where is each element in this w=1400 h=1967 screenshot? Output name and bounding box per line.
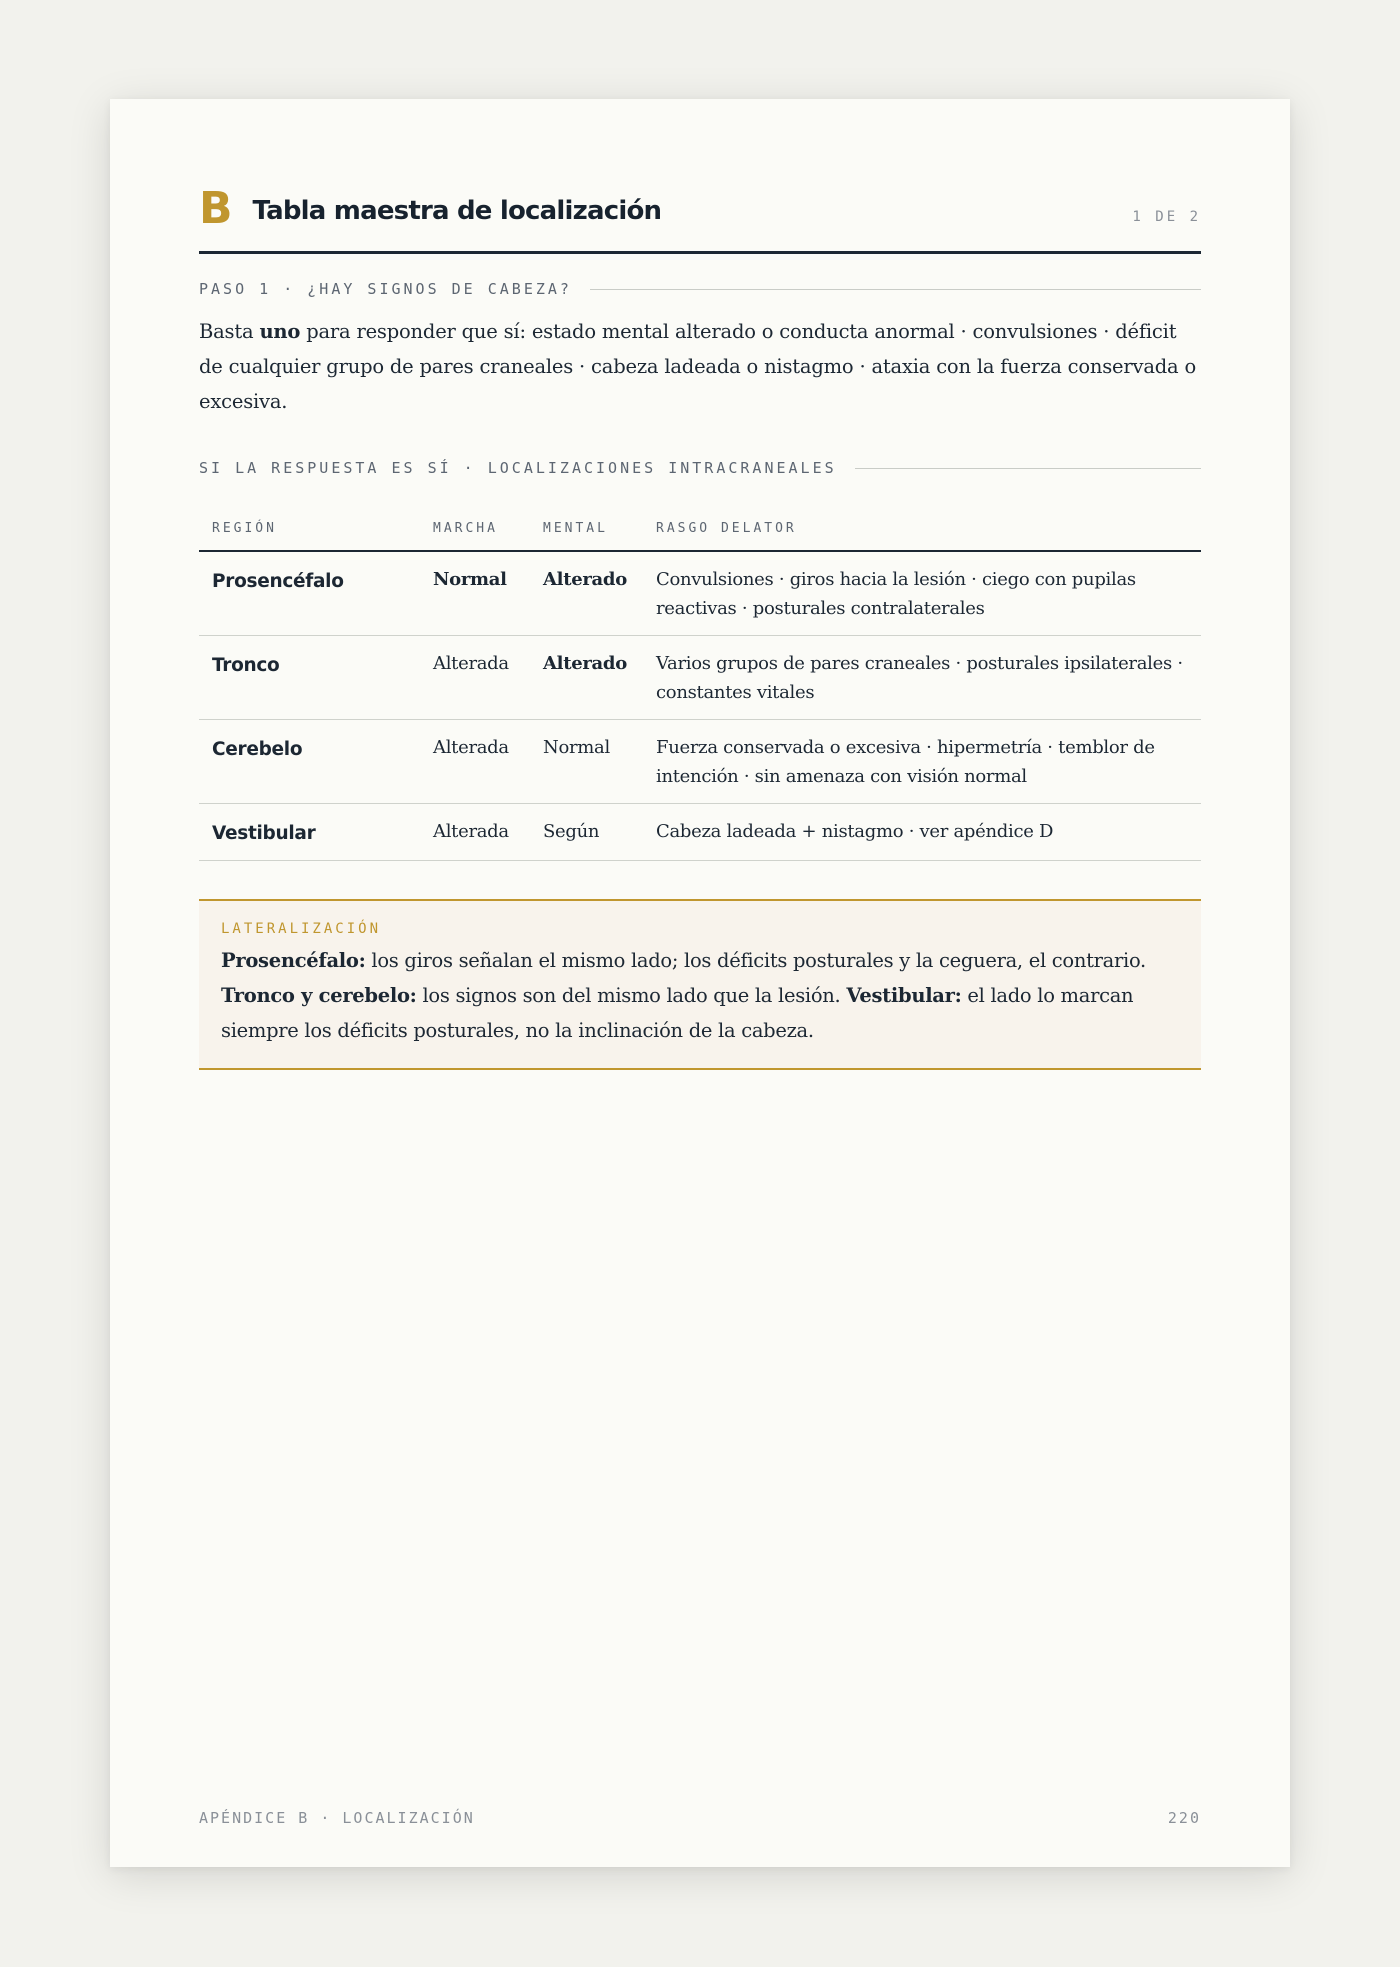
cell-mental: Alterado	[530, 636, 643, 720]
step1-text	[199, 314, 1201, 419]
appendix-letter: B	[199, 183, 233, 234]
col-header-mental: MENTAL	[530, 521, 643, 551]
callout-term-tronco: Tronco y cerebelo:	[221, 984, 417, 1007]
step1-label: PASO 1 · ¿HAY SIGNOS DE CABEZA?	[199, 280, 572, 298]
callout-text-3: el lado lo marcan siempre los déficits posturales, no la inclinación de la cabeza.	[221, 984, 1134, 1042]
page-header	[199, 185, 1201, 254]
callout-text	[221, 943, 1179, 1048]
step1-text-post: para responder que sí: estado mental alterado o conducta anormal · convulsiones · déficit de cualquier grupo de pares craneales · cabeza ladeada o nistagmo · ataxia con la fuerza conservada o excesiva.	[199, 320, 1196, 413]
cell-marcha: Alterada	[420, 636, 530, 720]
cell-region: Tronco	[199, 636, 420, 720]
step1-text-pre: Basta	[199, 320, 260, 343]
cell-rasgo: Cabeza ladeada + nistagmo · ver apéndice D	[643, 804, 1201, 861]
table-row	[199, 636, 1201, 720]
cell-marcha: Alterada	[420, 804, 530, 861]
callout-term-vestibular: Vestibular:	[846, 984, 962, 1007]
page-title: Tabla maestra de localización	[252, 196, 662, 226]
cell-mental: Alterado	[530, 551, 643, 636]
page-counter: 1 DE 2	[1132, 209, 1201, 225]
table-row	[199, 551, 1201, 636]
cell-marcha: Normal	[420, 551, 530, 636]
footer-section: APÉNDICE B · LOCALIZACIÓN	[199, 1809, 475, 1827]
section2-label: SI LA RESPUESTA ES SÍ · LOCALIZACIONES INTRACRANEALES	[199, 459, 837, 477]
cell-region: Vestibular	[199, 804, 420, 861]
page-footer	[199, 1809, 1201, 1827]
step1-label-row	[199, 280, 1201, 298]
col-header-region: REGIÓN	[199, 521, 420, 551]
table-header-row	[199, 521, 1201, 551]
callout-term-prosencefalo: Prosencéfalo:	[221, 949, 366, 972]
cell-rasgo: Fuerza conservada o excesiva · hipermetría · temblor de intención · sin amenaza con visión normal	[643, 720, 1201, 804]
col-header-marcha: MARCHA	[420, 521, 530, 551]
localization-table	[199, 521, 1201, 861]
section2-label-row	[199, 459, 1201, 477]
cell-region: Prosencéfalo	[199, 551, 420, 636]
table-row	[199, 804, 1201, 861]
cell-rasgo: Varios grupos de pares craneales · posturales ipsilaterales · constantes vitales	[643, 636, 1201, 720]
page-number: 220	[1167, 1809, 1201, 1827]
cell-region: Cerebelo	[199, 720, 420, 804]
col-header-rasgo: RASGO DELATOR	[643, 521, 1201, 551]
cell-mental: Normal	[530, 720, 643, 804]
lateralization-callout	[199, 899, 1201, 1070]
callout-text-2: los signos son del mismo lado que la lesión.	[416, 984, 847, 1007]
divider	[590, 289, 1201, 290]
callout-label: LATERALIZACIÓN	[221, 921, 382, 937]
callout-text-1: los giros señalan el mismo lado; los déficits posturales y la ceguera, el contrario.	[365, 949, 1146, 972]
cell-marcha: Alterada	[420, 720, 530, 804]
step1-text-bold: uno	[259, 320, 301, 343]
table-row	[199, 720, 1201, 804]
divider	[855, 468, 1201, 469]
cell-mental: Según	[530, 804, 643, 861]
cell-rasgo: Convulsiones · giros hacia la lesión · ciego con pupilas reactivas · posturales contralaterales	[643, 551, 1201, 636]
page	[110, 99, 1290, 1867]
